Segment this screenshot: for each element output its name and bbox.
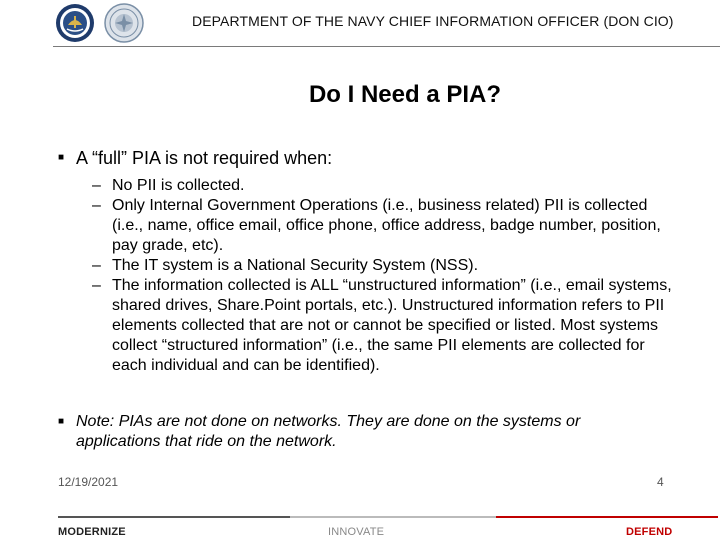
dash-bullet-icon: – — [92, 197, 101, 214]
header-divider — [53, 46, 720, 47]
sub-bullet — [92, 276, 672, 376]
square-bullet-icon: ■ — [58, 152, 65, 163]
dash-bullet-icon: – — [92, 177, 101, 194]
sub-bullet-list — [92, 176, 672, 376]
footer-label-modernize: MODERNIZE — [58, 526, 126, 538]
page-number: 4 — [657, 475, 664, 489]
don-cio-seal-icon — [104, 3, 144, 43]
sub-bullet — [92, 196, 672, 256]
navy-seal-icon — [55, 3, 95, 43]
dash-bullet-icon: – — [92, 277, 101, 294]
sub-bullet-text: No PII is collected. — [112, 177, 245, 194]
footer-bar-red — [496, 516, 718, 518]
sub-bullet-text: Only Internal Government Operations (i.e., business related) PII is collected (i.e., name, office email, office phone, office address, badge number, position, pay grade, etc). — [112, 197, 661, 254]
footer-date: 12/19/2021 — [58, 475, 119, 489]
footer-bar-fade — [290, 516, 496, 518]
footer-label-innovate: INNOVATE — [328, 526, 385, 538]
sub-bullet — [92, 256, 672, 276]
main-bullet-text: A “full” PIA is not required when: — [76, 148, 333, 168]
sub-bullet-text: The IT system is a National Security System (NSS). — [112, 257, 479, 274]
sub-bullet-text: The information collected is ALL “unstructured information” (i.e., email systems, shared drives, Share.Point portals, etc.). Unstructured information refers to PII elements collected that are not or cannot be specified or listed. Most systems collect “structured information” (i.e., the same PII elements are collected for each individual and can be identified). — [112, 277, 672, 374]
note-bullet — [58, 412, 668, 452]
note-text: Note: PIAs are not done on networks. They are done on the systems or applications that ride on the network. — [76, 413, 581, 450]
footer-bar-gray — [58, 516, 290, 518]
square-bullet-icon: ■ — [58, 416, 65, 427]
footer-bar — [58, 516, 718, 518]
sub-bullet — [92, 176, 672, 196]
header-org-title: DEPARTMENT OF THE NAVY CHIEF INFORMATION OFFICER (DON CIO) — [192, 13, 674, 29]
slide-title: Do I Need a PIA? — [308, 81, 502, 108]
main-bullet — [58, 148, 332, 168]
footer-label-defend: DEFEND — [626, 526, 673, 538]
dash-bullet-icon: – — [92, 257, 101, 274]
